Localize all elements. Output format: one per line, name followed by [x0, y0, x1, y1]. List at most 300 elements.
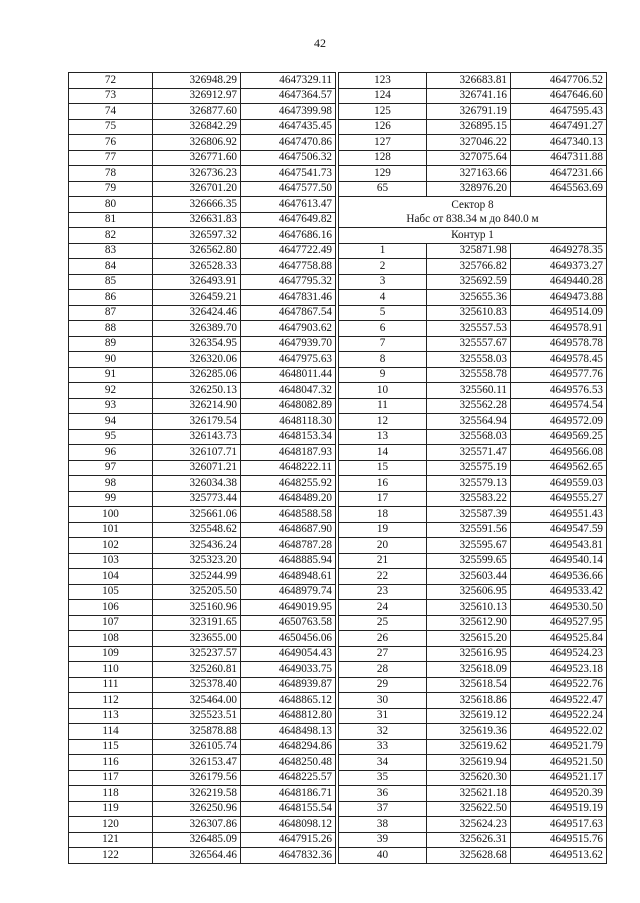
table-row	[69, 166, 336, 182]
y-coordinate: 4648118.30	[241, 414, 336, 430]
x-coordinate: 325619.12	[427, 708, 511, 724]
x-coordinate: 326179.56	[153, 770, 241, 786]
table-row	[339, 755, 607, 771]
table-row	[339, 119, 607, 135]
point-number: 116	[69, 755, 153, 771]
y-coordinate: 4649524.23	[511, 646, 607, 662]
x-coordinate: 325766.82	[427, 259, 511, 275]
table-row	[339, 693, 607, 709]
point-number: 27	[339, 646, 427, 662]
table-row	[339, 181, 607, 197]
x-coordinate: 325626.31	[427, 832, 511, 848]
table-row	[69, 398, 336, 414]
point-number: 112	[69, 693, 153, 709]
x-coordinate: 325628.68	[427, 848, 511, 864]
x-coordinate: 325560.11	[427, 383, 511, 399]
y-coordinate: 4647399.98	[241, 104, 336, 120]
point-number: 81	[69, 212, 153, 228]
y-coordinate: 4649576.53	[511, 383, 607, 399]
contour-header-row	[339, 228, 607, 244]
table-row	[339, 786, 607, 802]
y-coordinate: 4648082.89	[241, 398, 336, 414]
y-coordinate: 4648588.58	[241, 507, 336, 523]
y-coordinate: 4648186.71	[241, 786, 336, 802]
x-coordinate: 325591.56	[427, 522, 511, 538]
table-row	[69, 274, 336, 290]
point-number: 128	[339, 150, 427, 166]
x-coordinate: 326071.21	[153, 460, 241, 476]
table-row	[339, 88, 607, 104]
y-coordinate: 4645563.69	[511, 181, 607, 197]
x-coordinate: 326143.73	[153, 429, 241, 445]
y-coordinate: 4647435.45	[241, 119, 336, 135]
point-number: 25	[339, 615, 427, 631]
y-coordinate: 4649533.42	[511, 584, 607, 600]
x-coordinate: 325612.90	[427, 615, 511, 631]
table-row	[69, 832, 336, 848]
table-row	[69, 522, 336, 538]
table-row	[69, 569, 336, 585]
x-coordinate: 326285.06	[153, 367, 241, 383]
y-coordinate: 4649373.27	[511, 259, 607, 275]
x-coordinate: 325616.95	[427, 646, 511, 662]
y-coordinate: 4647491.27	[511, 119, 607, 135]
x-coordinate: 325610.83	[427, 305, 511, 321]
table-row	[339, 522, 607, 538]
table-row	[69, 801, 336, 817]
x-coordinate: 325878.88	[153, 724, 241, 740]
sector-header-row	[339, 197, 607, 228]
table-row	[339, 259, 607, 275]
point-number: 78	[69, 166, 153, 182]
y-coordinate: 4648939.87	[241, 677, 336, 693]
y-coordinate: 4647915.26	[241, 832, 336, 848]
point-number: 40	[339, 848, 427, 864]
table-row	[69, 445, 336, 461]
y-coordinate: 4649513.62	[511, 848, 607, 864]
point-number: 94	[69, 414, 153, 430]
point-number: 104	[69, 569, 153, 585]
y-coordinate: 4648187.93	[241, 445, 336, 461]
x-coordinate: 327046.22	[427, 135, 511, 151]
table-row	[339, 553, 607, 569]
x-coordinate: 325160.96	[153, 600, 241, 616]
point-number: 125	[339, 104, 427, 120]
x-coordinate: 325436.24	[153, 538, 241, 554]
x-coordinate: 326107.71	[153, 445, 241, 461]
x-coordinate: 326459.21	[153, 290, 241, 306]
x-coordinate: 325568.03	[427, 429, 511, 445]
table-row	[339, 476, 607, 492]
table-row	[69, 584, 336, 600]
y-coordinate: 4647686.16	[241, 228, 336, 244]
table-row	[69, 476, 336, 492]
y-coordinate: 4649473.88	[511, 290, 607, 306]
x-coordinate: 325595.67	[427, 538, 511, 554]
point-number: 4	[339, 290, 427, 306]
y-coordinate: 4648885.94	[241, 553, 336, 569]
y-coordinate: 4649278.35	[511, 243, 607, 259]
table-row	[69, 817, 336, 833]
x-coordinate: 325620.30	[427, 770, 511, 786]
table-row	[339, 166, 607, 182]
y-coordinate: 4648948.61	[241, 569, 336, 585]
y-coordinate: 4648294.86	[241, 739, 336, 755]
x-coordinate: 325558.78	[427, 367, 511, 383]
point-number: 24	[339, 600, 427, 616]
table-row	[339, 646, 607, 662]
table-row	[69, 646, 336, 662]
point-number: 86	[69, 290, 153, 306]
point-number: 100	[69, 507, 153, 523]
x-coordinate: 325619.62	[427, 739, 511, 755]
point-number: 76	[69, 135, 153, 151]
y-coordinate: 4649540.14	[511, 553, 607, 569]
table-row	[69, 848, 336, 864]
x-coordinate: 325599.65	[427, 553, 511, 569]
table-row	[339, 73, 607, 89]
y-coordinate: 4649530.50	[511, 600, 607, 616]
y-coordinate: 4649578.78	[511, 336, 607, 352]
table-row	[339, 305, 607, 321]
y-coordinate: 4647795.32	[241, 274, 336, 290]
sector-elevation-range: Набс от 838.34 м до 840.0 м	[406, 213, 539, 225]
point-number: 109	[69, 646, 153, 662]
y-coordinate: 4649559.03	[511, 476, 607, 492]
y-coordinate: 4647595.43	[511, 104, 607, 120]
point-number: 23	[339, 584, 427, 600]
y-coordinate: 4648153.34	[241, 429, 336, 445]
y-coordinate: 4649517.63	[511, 817, 607, 833]
table-row	[69, 259, 336, 275]
point-number: 65	[339, 181, 427, 197]
table-row	[69, 73, 336, 89]
x-coordinate: 325558.03	[427, 352, 511, 368]
table-row	[69, 460, 336, 476]
point-number: 21	[339, 553, 427, 569]
y-coordinate: 4648687.90	[241, 522, 336, 538]
table-row	[69, 321, 336, 337]
point-number: 127	[339, 135, 427, 151]
y-coordinate: 4647541.73	[241, 166, 336, 182]
table-row	[69, 150, 336, 166]
x-coordinate: 325260.81	[153, 662, 241, 678]
point-number: 106	[69, 600, 153, 616]
y-coordinate: 4649555.27	[511, 491, 607, 507]
point-number: 17	[339, 491, 427, 507]
table-row	[69, 383, 336, 399]
y-coordinate: 4649019.95	[241, 600, 336, 616]
y-coordinate: 4649523.18	[511, 662, 607, 678]
table-row	[339, 708, 607, 724]
point-number: 20	[339, 538, 427, 554]
x-coordinate: 325606.95	[427, 584, 511, 600]
table-row	[69, 507, 336, 523]
x-coordinate: 326948.29	[153, 73, 241, 89]
table-row	[339, 104, 607, 120]
x-coordinate: 325692.59	[427, 274, 511, 290]
table-row	[69, 631, 336, 647]
point-number: 8	[339, 352, 427, 368]
y-coordinate: 4650763.58	[241, 615, 336, 631]
table-row	[69, 429, 336, 445]
x-coordinate: 325619.94	[427, 755, 511, 771]
x-coordinate: 326701.20	[153, 181, 241, 197]
sector-title: Сектор 8	[451, 199, 494, 211]
y-coordinate: 4650456.06	[241, 631, 336, 647]
y-coordinate: 4649577.76	[511, 367, 607, 383]
y-coordinate: 4649522.24	[511, 708, 607, 724]
table-row	[69, 305, 336, 321]
y-coordinate: 4648255.92	[241, 476, 336, 492]
x-coordinate: 326034.38	[153, 476, 241, 492]
table-row	[339, 383, 607, 399]
point-number: 12	[339, 414, 427, 430]
y-coordinate: 4649522.76	[511, 677, 607, 693]
x-coordinate: 326153.47	[153, 755, 241, 771]
y-coordinate: 4647311.88	[511, 150, 607, 166]
table-row	[339, 832, 607, 848]
x-coordinate: 325562.28	[427, 398, 511, 414]
table-row	[69, 662, 336, 678]
left-coordinates-table	[68, 72, 336, 864]
table-row	[69, 352, 336, 368]
point-number: 73	[69, 88, 153, 104]
point-number: 101	[69, 522, 153, 538]
x-coordinate: 325579.13	[427, 476, 511, 492]
point-number: 6	[339, 321, 427, 337]
table-row	[339, 739, 607, 755]
x-coordinate: 325621.18	[427, 786, 511, 802]
point-number: 30	[339, 693, 427, 709]
y-coordinate: 4649033.75	[241, 662, 336, 678]
y-coordinate: 4649515.76	[511, 832, 607, 848]
point-number: 89	[69, 336, 153, 352]
table-row	[339, 398, 607, 414]
point-number: 88	[69, 321, 153, 337]
y-coordinate: 4647329.11	[241, 73, 336, 89]
contour-title: Контур 1	[339, 228, 607, 244]
x-coordinate: 326666.35	[153, 197, 241, 213]
point-number: 36	[339, 786, 427, 802]
table-row	[339, 615, 607, 631]
y-coordinate: 4649566.08	[511, 445, 607, 461]
y-coordinate: 4649519.19	[511, 801, 607, 817]
x-coordinate: 325378.40	[153, 677, 241, 693]
point-number: 22	[339, 569, 427, 585]
point-number: 110	[69, 662, 153, 678]
point-number: 90	[69, 352, 153, 368]
table-row	[69, 538, 336, 554]
table-row	[69, 693, 336, 709]
y-coordinate: 4648489.20	[241, 491, 336, 507]
table-row	[69, 135, 336, 151]
x-coordinate: 325661.06	[153, 507, 241, 523]
x-coordinate: 326528.33	[153, 259, 241, 275]
x-coordinate: 326842.29	[153, 119, 241, 135]
y-coordinate: 4649574.54	[511, 398, 607, 414]
point-number: 96	[69, 445, 153, 461]
table-row	[69, 197, 336, 213]
point-number: 105	[69, 584, 153, 600]
point-number: 82	[69, 228, 153, 244]
table-row	[339, 414, 607, 430]
table-row	[339, 367, 607, 383]
table-row	[339, 538, 607, 554]
point-number: 129	[339, 166, 427, 182]
x-coordinate: 325587.39	[427, 507, 511, 523]
x-coordinate: 325237.57	[153, 646, 241, 662]
point-number: 2	[339, 259, 427, 275]
point-number: 77	[69, 150, 153, 166]
table-row	[339, 321, 607, 337]
x-coordinate: 325624.23	[427, 817, 511, 833]
table-row	[339, 584, 607, 600]
table-row	[339, 460, 607, 476]
x-coordinate: 326564.46	[153, 848, 241, 864]
y-coordinate: 4648498.13	[241, 724, 336, 740]
table-row	[339, 274, 607, 290]
table-row	[339, 243, 607, 259]
point-number: 84	[69, 259, 153, 275]
table-row	[339, 569, 607, 585]
table-row	[339, 290, 607, 306]
point-number: 108	[69, 631, 153, 647]
x-coordinate: 325615.20	[427, 631, 511, 647]
point-number: 9	[339, 367, 427, 383]
point-number: 29	[339, 677, 427, 693]
y-coordinate: 4648787.28	[241, 538, 336, 554]
x-coordinate: 325622.50	[427, 801, 511, 817]
y-coordinate: 4647758.88	[241, 259, 336, 275]
x-coordinate: 326219.58	[153, 786, 241, 802]
table-row	[69, 414, 336, 430]
x-coordinate: 325548.62	[153, 522, 241, 538]
table-row	[339, 352, 607, 368]
point-number: 19	[339, 522, 427, 538]
point-number: 35	[339, 770, 427, 786]
y-coordinate: 4649536.66	[511, 569, 607, 585]
x-coordinate: 326806.92	[153, 135, 241, 151]
x-coordinate: 325618.54	[427, 677, 511, 693]
table-row	[339, 336, 607, 352]
y-coordinate: 4649525.84	[511, 631, 607, 647]
point-number: 124	[339, 88, 427, 104]
table-row	[339, 662, 607, 678]
table-row	[69, 243, 336, 259]
table-row	[339, 631, 607, 647]
table-row	[69, 228, 336, 244]
point-number: 28	[339, 662, 427, 678]
y-coordinate: 4648222.11	[241, 460, 336, 476]
y-coordinate: 4649054.43	[241, 646, 336, 662]
y-coordinate: 4647903.62	[241, 321, 336, 337]
table-row	[69, 212, 336, 228]
x-coordinate: 325603.44	[427, 569, 511, 585]
y-coordinate: 4649562.65	[511, 460, 607, 476]
x-coordinate: 326354.95	[153, 336, 241, 352]
x-coordinate: 326736.23	[153, 166, 241, 182]
point-number: 38	[339, 817, 427, 833]
y-coordinate: 4647975.63	[241, 352, 336, 368]
table-row	[69, 600, 336, 616]
y-coordinate: 4649551.43	[511, 507, 607, 523]
right-coordinates-table	[338, 72, 607, 864]
table-row	[339, 770, 607, 786]
point-number: 34	[339, 755, 427, 771]
x-coordinate: 326179.54	[153, 414, 241, 430]
table-row	[69, 786, 336, 802]
point-number: 13	[339, 429, 427, 445]
point-number: 97	[69, 460, 153, 476]
table-row	[69, 755, 336, 771]
point-number: 15	[339, 460, 427, 476]
point-number: 16	[339, 476, 427, 492]
y-coordinate: 4649578.45	[511, 352, 607, 368]
x-coordinate: 325571.47	[427, 445, 511, 461]
table-row	[339, 135, 607, 151]
x-coordinate: 326771.60	[153, 150, 241, 166]
point-number: 3	[339, 274, 427, 290]
point-number: 37	[339, 801, 427, 817]
point-number: 87	[69, 305, 153, 321]
table-row	[69, 770, 336, 786]
point-number: 126	[339, 119, 427, 135]
point-number: 118	[69, 786, 153, 802]
y-coordinate: 4647831.46	[241, 290, 336, 306]
y-coordinate: 4647867.54	[241, 305, 336, 321]
x-coordinate: 326683.81	[427, 73, 511, 89]
x-coordinate: 325655.36	[427, 290, 511, 306]
point-number: 120	[69, 817, 153, 833]
table-row	[69, 336, 336, 352]
y-coordinate: 4647340.13	[511, 135, 607, 151]
table-row	[339, 817, 607, 833]
y-coordinate: 4647613.47	[241, 197, 336, 213]
point-number: 74	[69, 104, 153, 120]
table-row	[339, 724, 607, 740]
point-number: 72	[69, 73, 153, 89]
x-coordinate: 326105.74	[153, 739, 241, 755]
table-row	[69, 181, 336, 197]
y-coordinate: 4647470.86	[241, 135, 336, 151]
y-coordinate: 4647364.57	[241, 88, 336, 104]
y-coordinate: 4648865.12	[241, 693, 336, 709]
point-number: 123	[339, 73, 427, 89]
x-coordinate: 326895.15	[427, 119, 511, 135]
table-row	[69, 88, 336, 104]
point-number: 75	[69, 119, 153, 135]
y-coordinate: 4647832.36	[241, 848, 336, 864]
table-row	[69, 739, 336, 755]
x-coordinate: 326389.70	[153, 321, 241, 337]
x-coordinate: 326631.83	[153, 212, 241, 228]
y-coordinate: 4647649.82	[241, 212, 336, 228]
y-coordinate: 4648047.32	[241, 383, 336, 399]
point-number: 119	[69, 801, 153, 817]
y-coordinate: 4649547.59	[511, 522, 607, 538]
x-coordinate: 325244.99	[153, 569, 241, 585]
point-number: 32	[339, 724, 427, 740]
x-coordinate: 326320.06	[153, 352, 241, 368]
x-coordinate: 326493.91	[153, 274, 241, 290]
y-coordinate: 4649543.81	[511, 538, 607, 554]
point-number: 85	[69, 274, 153, 290]
table-row	[339, 507, 607, 523]
point-number: 98	[69, 476, 153, 492]
point-number: 39	[339, 832, 427, 848]
x-coordinate: 326741.16	[427, 88, 511, 104]
